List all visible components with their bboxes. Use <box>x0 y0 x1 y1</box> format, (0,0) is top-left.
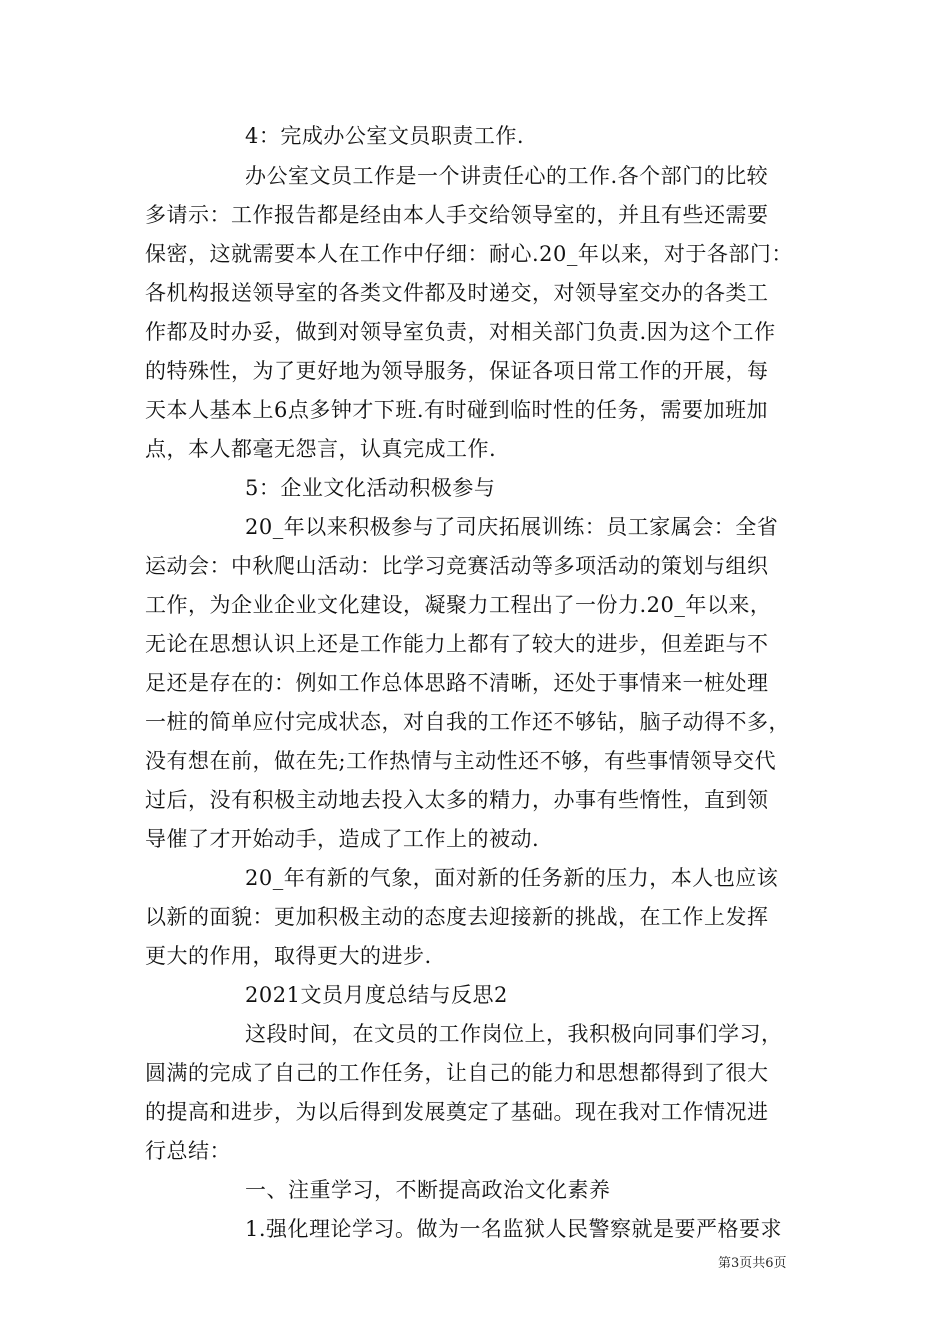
text-line: 作都及时办妥，做到对领导室负责，对相关部门负责.因为这个工作 <box>145 320 776 344</box>
text-line: 4：完成办公室文员职责工作. <box>245 124 525 148</box>
text-line: 工作，为企业企业文化建设，凝聚力工程出了一份力.20_年以来， <box>145 593 772 617</box>
section-heading: 一、注重学习，不断提高政治文化素养 <box>245 1178 611 1202</box>
text-line: 1.强化理论学习。做为一名监狱人民警察就是要严格要求 <box>245 1217 783 1241</box>
text-line: 导催了才开始动手，造成了工作上的被动. <box>145 827 540 851</box>
text-line: 多请示：工作报告都是经由本人手交给领导室的，并且有些还需要 <box>145 203 769 227</box>
text-line: 以新的面貌：更加积极主动的态度去迎接新的挑战，在工作上发挥 <box>145 905 769 929</box>
text-line: 运动会：中秋爬山活动：比学习竞赛活动等多项活动的策划与组织 <box>145 554 769 578</box>
text-line: 圆满的完成了自己的工作任务，让自己的能力和思想都得到了很大 <box>145 1061 769 1085</box>
text-line: 过后，没有积极主动地去投入太多的精力，办事有些惰性，直到领 <box>145 788 769 812</box>
text-line: 无论在思想认识上还是工作能力上都有了较大的进步，但差距与不 <box>145 632 769 656</box>
text-line: 一桩的简单应付完成状态，对自我的工作还不够钻，脑子动得不多， <box>145 710 790 734</box>
page-number: 第3页共6页 <box>718 1256 787 1271</box>
section-heading: 5：企业文化活动积极参与 <box>245 476 496 500</box>
text-line: 保密，这就需要本人在工作中仔细：耐心.20_年以来，对于各部门： <box>145 242 793 266</box>
text-line: 20_年有新的气象，面对新的任务新的压力，本人也应该 <box>245 866 779 890</box>
text-line: 的特殊性，为了更好地为领导服务，保证各项日常工作的开展，每 <box>145 359 769 383</box>
text-line: 各机构报送领导室的各类文件都及时递交，对领导室交办的各类工 <box>145 281 769 305</box>
text-line: 办公室文员工作是一个讲责任心的工作.各个部门的比较 <box>245 164 769 188</box>
text-line: 点，本人都毫无怨言，认真完成工作. <box>145 437 497 461</box>
text-line: 天本人基本上6点多钟才下班.有时碰到临时性的任务，需要加班加 <box>145 398 769 422</box>
text-line: 的提高和进步，为以后得到发展奠定了基础。现在我对工作情况进 <box>145 1100 769 1124</box>
text-line: 足还是存在的：例如工作总体思路不清晰，还处于事情来一桩处理 <box>145 671 769 695</box>
section-title: 2021文员月度总结与反思2 <box>245 983 508 1007</box>
text-line: 这段时间，在文员的工作岗位上，我积极向同事们学习， <box>245 1022 783 1046</box>
text-line: 20_年以来积极参与了司庆拓展训练：员工家属会：全省 <box>245 515 779 539</box>
text-line: 更大的作用，取得更大的进步. <box>145 944 432 968</box>
text-line: 没有想在前，做在先;工作热情与主动性还不够，有些事情领导交代 <box>145 749 777 773</box>
text-line: 行总结： <box>145 1139 231 1163</box>
